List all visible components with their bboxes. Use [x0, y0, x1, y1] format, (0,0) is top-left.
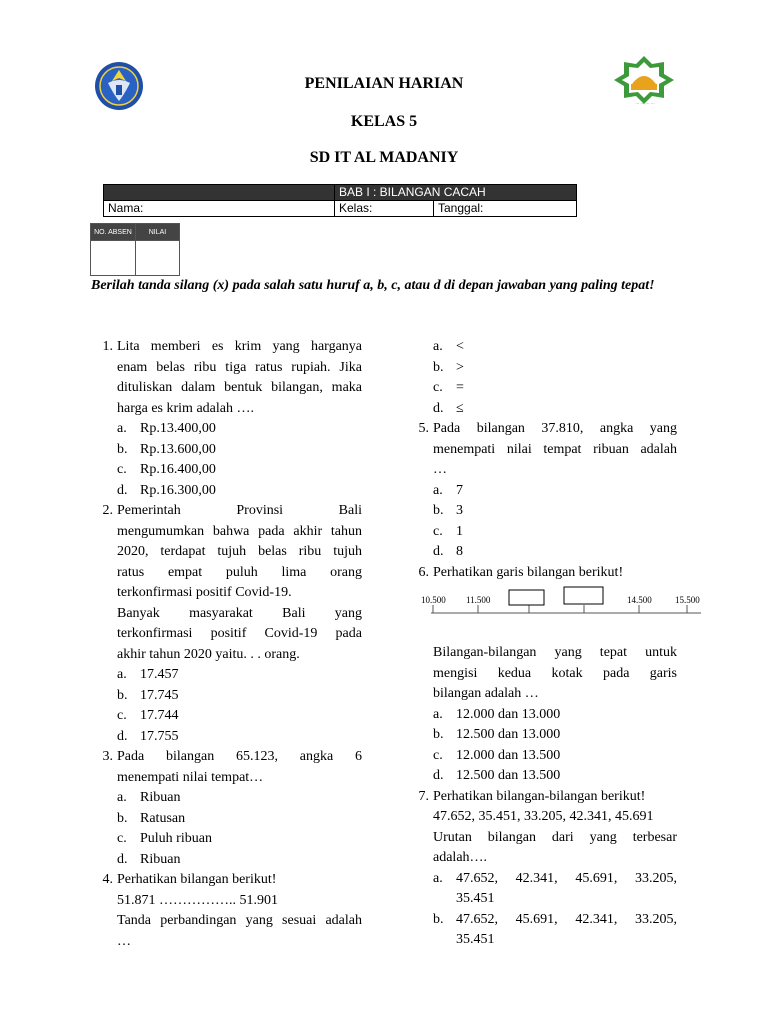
no-absen-label: NO. ABSEN — [91, 224, 136, 241]
option-1a[interactable]: a. Rp.13.400,00 — [117, 421, 216, 436]
nilai-field[interactable] — [135, 241, 179, 276]
option-2d[interactable]: d. 17.755 — [117, 728, 179, 744]
kelas-field[interactable]: Kelas: — [335, 201, 434, 217]
left-column — [91, 337, 362, 952]
blank-box-1[interactable] — [509, 590, 544, 605]
question-number: 6. — [418, 564, 429, 580]
option-2b[interactable]: b. 17.745 — [117, 687, 179, 703]
option-6a[interactable]: a. 12.000 dan 13.000 — [433, 706, 561, 722]
question-5: 5. Pada bilangan 37.810, angka yang menempati nilai tempat ribuan adalah … — [407, 419, 677, 481]
option-3a[interactable]: a. Ribuan — [117, 790, 181, 805]
blank-box-2[interactable] — [564, 587, 603, 604]
option-6d[interactable]: d. 12.500 dan 13.500 — [433, 768, 561, 783]
question-3: 3. Pada bilangan 65.123, angka 6 menempati nilai tempat… — [91, 747, 362, 788]
title-kelas: KELAS 5 — [350, 113, 418, 130]
nama-field[interactable]: Nama: — [104, 201, 335, 217]
question-7: 7. Perhatikan bilangan-bilangan berikut! 47.652, 35.451, 33.205, 42.341, 45.691 Urutan bilangan dari yang terbesar adalah…. — [407, 787, 677, 869]
question-number: 1. — [102, 339, 113, 354]
option-4b[interactable]: b. > — [433, 359, 464, 375]
title-penilaian: PENILAIAN HARIAN — [304, 75, 464, 92]
question-number: 5. — [418, 421, 429, 436]
nilai-label: NILAI — [135, 224, 179, 241]
numberline-label-2: 11.500 — [466, 595, 491, 605]
title-school: SD IT AL MADANIY — [309, 149, 459, 166]
option-7a[interactable]: a. 47.652, 42.341, 45.691, 33.205, 35.451 — [433, 870, 677, 906]
tanggal-field[interactable]: Tanggal: — [434, 201, 577, 217]
option-2a[interactable]: a. 17.457 — [117, 667, 179, 682]
question-6: 6. Perhatikan garis bilangan berikut! — [407, 563, 677, 584]
question-1: 1. Lita memberi es krim yang harganya enam belas ribu tiga ratus rupiah. Jika dituliskan dalam bentuk bilangan, maka harga es krim adalah …. — [91, 337, 362, 419]
option-5c[interactable]: c. 1 — [433, 523, 463, 539]
option-4c[interactable]: c. = — [433, 380, 464, 395]
option-5a[interactable]: a. 7 — [433, 482, 463, 498]
right-column — [407, 337, 700, 951]
question-2: 2. Pemerintah Provinsi Bali mengumumkan bahwa pada akhir tahun 2020, terdapat tujuh belas ribu tujuh ratus empat puluh lima orang terkonfirmasi positif Covid-19. Banyak masyarakat Bali yang terkonfirmasi positif Covid-19 pada akhir tahun 2020 yaitu. . . orang. — [91, 501, 362, 665]
option-4d[interactable]: d. ≤ — [433, 400, 464, 416]
option-4a[interactable]: a. < — [433, 339, 464, 354]
numberline-label-1: 10.500 — [421, 595, 446, 605]
question-6-prompt: Bilangan-bilangan yang tepat untuk mengisi kedua kotak pada garis bilangan adalah … — [433, 645, 677, 701]
question-4: 4. Perhatikan bilangan berikut! 51.871 …………….. 51.901 Tanda perbandingan yang sesuai adalah … — [91, 870, 362, 952]
question-number: 2. — [102, 503, 113, 518]
school-logo-text: ··· ··· ··· ··· — [635, 101, 655, 106]
question-number: 4. — [102, 872, 113, 887]
instruction: Berilah tanda silang (x) pada salah satu huruf a, b, c, atau d di depan jawaban yang paling tepat! — [91, 278, 655, 293]
numberline-label-4: 15.500 — [675, 595, 700, 605]
option-1c[interactable]: c. Rp.16.400,00 — [117, 462, 216, 477]
option-1d[interactable]: d. Rp.16.300,00 — [117, 482, 216, 498]
no-absen-field[interactable] — [91, 241, 136, 276]
option-6b[interactable]: b. 12.500 dan 13.000 — [433, 727, 561, 742]
option-1b[interactable]: b. Rp.13.600,00 — [117, 441, 216, 457]
option-2c[interactable]: c. 17.744 — [117, 708, 179, 723]
numberline-label-3: 14.500 — [627, 595, 652, 605]
option-3b[interactable]: b. Ratusan — [117, 810, 186, 826]
number-line — [419, 583, 709, 643]
bab-label: BAB I : BILANGAN CACAH — [335, 185, 577, 201]
question-number: 3. — [102, 749, 113, 764]
option-5d[interactable]: d. 8 — [433, 544, 463, 559]
option-6c[interactable]: c. 12.000 dan 13.500 — [433, 747, 561, 763]
option-5b[interactable]: b. 3 — [433, 503, 463, 518]
option-7b[interactable]: b. 47.652, 45.691, 42.341, 33.205, 35.451 — [433, 911, 677, 947]
score-box — [90, 223, 180, 276]
option-3d[interactable]: d. Ribuan — [117, 851, 181, 867]
student-info-table — [103, 184, 577, 217]
question-number: 7. — [418, 788, 429, 804]
option-3c[interactable]: c. Puluh ribuan — [117, 831, 212, 846]
